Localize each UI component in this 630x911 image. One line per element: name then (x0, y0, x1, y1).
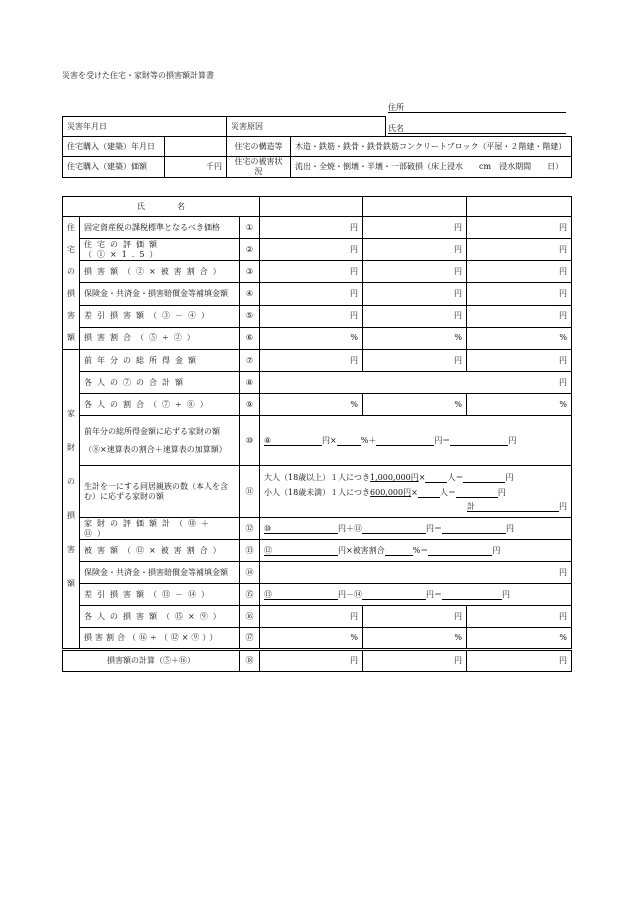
row-18-cell[interactable]: 円 (363, 650, 467, 672)
name-label: 氏名 (388, 124, 404, 133)
house-group-label: 住 宅 の 損 害 額 (63, 217, 80, 350)
row-5-cell[interactable]: 円 (467, 305, 572, 327)
row-5-cell[interactable]: 円 (260, 305, 363, 327)
row-13-num: ⑬ (240, 540, 260, 562)
row-6-cell[interactable]: % (260, 327, 363, 349)
row-7-num: ⑦ (240, 350, 260, 372)
row-2-cell[interactable]: 円 (363, 239, 467, 261)
row-1-label: 固定資産税の課税標準となるべき価格 (80, 217, 240, 239)
row-17-cell[interactable]: % (467, 628, 572, 650)
person2-name[interactable] (363, 197, 467, 217)
goods-group-label: 家 財 の 損 害 額 (63, 350, 80, 650)
damage-calc-table (62, 196, 572, 672)
damage-status-label: 住宅の被害状況 (227, 157, 291, 178)
row-7-cell[interactable]: 円 (363, 350, 467, 372)
row-3-num: ③ (240, 261, 260, 283)
row-18-label: 損害額の計算（⑤＋⑯） (63, 650, 240, 672)
row-3-cell[interactable]: 円 (260, 261, 363, 283)
row-7-label: 前年分の総所得金額 (80, 350, 240, 372)
row-7-cell[interactable]: 円 (467, 350, 572, 372)
row-5-num: ⑤ (240, 305, 260, 327)
row-6-cell[interactable]: % (363, 327, 467, 349)
address-field[interactable] (388, 102, 566, 113)
row-6-num: ⑥ (240, 327, 260, 349)
row-16-cell[interactable]: 円 (363, 606, 467, 628)
disaster-date-field[interactable] (63, 117, 227, 137)
total-line: 計 円 (467, 502, 567, 511)
row-2-label: 住宅の評価額（①×1.5） (80, 239, 240, 261)
row-12-label: 家財の評価額計（⑩＋⑪） (80, 518, 240, 540)
row-1-num: ① (240, 217, 260, 239)
row-12-num: ⑫ (240, 518, 260, 540)
row-14-cell[interactable]: 円 (260, 562, 572, 584)
adult-line: 大人（18歳以上）１人につき1,000,000円× 人＝ 円 (264, 473, 514, 482)
row-8-label: 各人の⑦の合計額 (80, 372, 240, 394)
row-16-cell[interactable]: 円 (260, 606, 363, 628)
row-3-cell[interactable]: 円 (467, 261, 572, 283)
row-14-label: 保険金・共済金・損害賠償金等補填金額 (80, 562, 240, 584)
row-5-label: 差引損害額（③－④） (80, 305, 240, 327)
row-2-num: ② (240, 239, 260, 261)
disaster-cause-label: 災害原因 (231, 121, 263, 131)
row-10-formula[interactable]: ⑧ 円× %＋ 円＝ 円 (260, 416, 572, 466)
purchase-date-label: 住宅購入（建築）年月日 (63, 137, 165, 157)
document-title: 災害を受けた住宅・家財等の損害額計算書 (62, 71, 214, 80)
row-2-cell[interactable]: 円 (260, 239, 363, 261)
purchase-date-input[interactable] (165, 137, 227, 157)
purchase-price-input[interactable] (165, 157, 227, 178)
row-3-cell[interactable]: 円 (363, 261, 467, 283)
row-7-cell[interactable]: 円 (260, 350, 363, 372)
name-header: 氏 名 (63, 197, 260, 217)
row-13-formula[interactable]: ⑫ 円×被害割合 %＝ 円 (260, 540, 572, 562)
row-11-label: 生計を一にする同居親族の数（本人を含む）に応ずる家財の額 (80, 466, 240, 518)
row-4-cell[interactable]: 円 (467, 283, 572, 305)
row-9-cell[interactable]: % (363, 394, 467, 416)
row-10-num: ⑩ (240, 416, 260, 466)
row-2-cell[interactable]: 円 (467, 239, 572, 261)
row-18-cell[interactable]: 円 (467, 650, 572, 672)
row-16-cell[interactable]: 円 (467, 606, 572, 628)
row-17-num: ⑰ (240, 628, 260, 650)
row-17-label: 損害割合（⑯÷（⑫×⑨）） (80, 628, 240, 650)
row-12-formula[interactable]: ⑩ 円＋⑪ 円＝ 円 (260, 518, 572, 540)
person3-name[interactable] (467, 197, 572, 217)
row-17-cell[interactable]: % (260, 628, 363, 650)
row-15-formula[interactable]: ⑬ 円－⑭ 円＝ 円 (260, 584, 572, 606)
row-1-cell[interactable]: 円 (260, 217, 363, 239)
row-11-formula[interactable] (260, 466, 572, 518)
damage-status-value[interactable]: 流出・全焼・倒壊・半壊・一部破損（床上浸水 cm 浸水期間 日） (291, 157, 572, 178)
disaster-cause-field[interactable] (227, 117, 386, 137)
row-9-cell[interactable]: % (260, 394, 363, 416)
row-13-label: 被害額（⑫×被害割合） (80, 540, 240, 562)
row-6-cell[interactable]: % (467, 327, 572, 349)
row-11-num: ⑪ (240, 466, 260, 518)
name-field[interactable] (388, 123, 566, 134)
row-9-label: 各人の割合（⑦÷⑧） (80, 394, 240, 416)
row-15-num: ⑮ (240, 584, 260, 606)
row-16-label: 各人の損害額（⑮×⑨） (80, 606, 240, 628)
row-4-num: ④ (240, 283, 260, 305)
row-4-cell[interactable]: 円 (260, 283, 363, 305)
unit-thousand: 千円 (206, 162, 222, 171)
row-5-cell[interactable]: 円 (363, 305, 467, 327)
row-6-label: 損害割合（⑤÷②） (80, 327, 240, 349)
address-label: 住所 (388, 103, 404, 112)
child-line: 小人（18歳未満）１人につき600,000円× 人＝ 円 (264, 488, 506, 497)
row-1-cell[interactable]: 円 (467, 217, 572, 239)
row-8-total-cell[interactable]: 円 (260, 372, 572, 394)
row-10-label: 前年分の総所得金額に応ずる家財の額 （⑧×速算表の割合＋速算表の加算額） (80, 416, 240, 466)
row-3-label: 損害額（②×被害割合） (80, 261, 240, 283)
disaster-date-label: 災害年月日 (67, 121, 107, 131)
house-info-table (62, 136, 572, 178)
purchase-price-label: 住宅購入（建築）価額 (63, 157, 165, 178)
disaster-date-table (62, 116, 386, 137)
row-14-num: ⑭ (240, 562, 260, 584)
row-9-cell[interactable]: % (467, 394, 572, 416)
person1-name[interactable] (260, 197, 363, 217)
structure-value[interactable]: 木造・鉄筋・鉄骨・鉄骨鉄筋コンクリートブロック（平屋・２階建・階建） (291, 137, 572, 157)
row-18-num: ⑱ (240, 650, 260, 672)
row-4-cell[interactable]: 円 (363, 283, 467, 305)
structure-label: 住宅の構造等 (227, 137, 291, 157)
row-9-num: ⑨ (240, 394, 260, 416)
row-15-label: 差引損害額（⑬－⑭） (80, 584, 240, 606)
row-17-cell[interactable]: % (363, 628, 467, 650)
row-18-cell[interactable]: 円 (260, 650, 363, 672)
row-16-num: ⑯ (240, 606, 260, 628)
row-4-label: 保険金・共済金・損害賠償金等補填金額 (80, 283, 240, 305)
row-8-num: ⑧ (240, 372, 260, 394)
row-1-cell[interactable]: 円 (363, 217, 467, 239)
